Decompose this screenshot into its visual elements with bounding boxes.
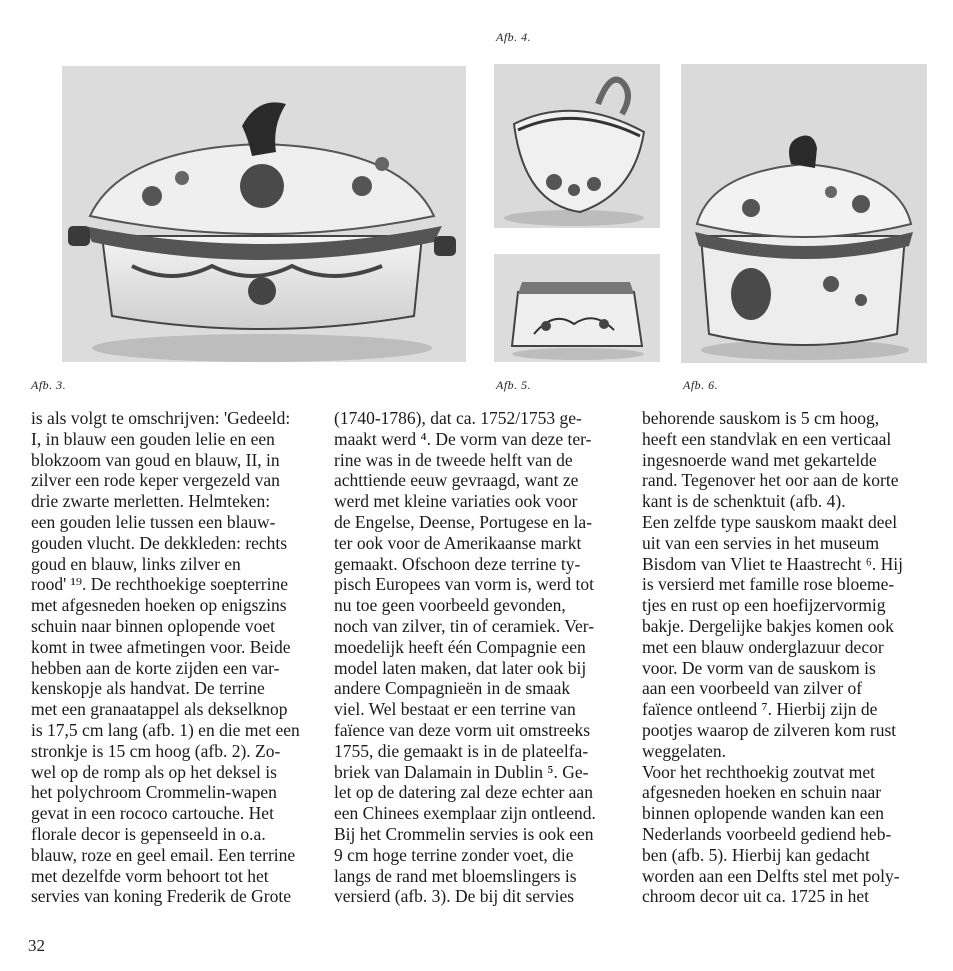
text-line: langs de rand met bloemslingers is	[334, 865, 577, 886]
text-line: rine was in de tweede helft van de	[334, 449, 573, 470]
text-line: Nederlands voorbeeld gediend heb-	[642, 823, 892, 844]
text-line: bakje. Dergelijke bakjes komen ook	[642, 615, 894, 636]
text-line: blokzoom van goud en blauw, II, in	[31, 449, 280, 470]
text-line: kant is de schenktuit (afb. 4).	[642, 491, 846, 512]
figure-afb4-caption: Afb. 4.	[496, 30, 532, 44]
text-line: het polychroom Crommelin-wapen	[31, 782, 277, 803]
text-column-middle	[334, 408, 626, 907]
text-line: noch van zilver, tin of ceramiek. Ver-	[334, 615, 595, 636]
text-line: 9 cm hoge terrine zonder voet, die	[334, 844, 574, 865]
text-line: faïence van deze vorm uit omstreeks	[334, 719, 591, 740]
text-line: aan een voorbeeld van zilver of	[642, 678, 863, 699]
text-line: briek van Dalamain in Dublin ⁵. Ge-	[334, 761, 589, 782]
text-line: (1740-1786), dat ca. 1752/1753 ge-	[334, 408, 582, 428]
text-line: kenskopje als handvat. De terrine	[31, 678, 265, 699]
text-line: florale decor is gepenseeld in o.a.	[31, 823, 266, 844]
text-line: afgesneden hoeken en schuin naar	[642, 782, 882, 803]
text-line: komt in twee afmetingen voor. Beide	[31, 636, 291, 657]
text-line: pisch Europees van vorm is, werd tot	[334, 574, 595, 595]
text-line: servies van koning Frederik de Grote	[31, 886, 291, 907]
text-line: ingesnoerde wand met gekartelde	[642, 449, 877, 470]
figure-afb3-photo	[62, 66, 466, 362]
text-line: gevat in een rococo cartouche. Het	[31, 803, 274, 824]
figure-afb6-caption: Afb. 6.	[683, 378, 719, 392]
text-line: tjes en rust op een hoefijzervormig	[642, 595, 886, 616]
text-line: is 17,5 cm lang (afb. 1) en die met een	[31, 719, 300, 740]
text-line: drie zwarte merletten. Helmteken:	[31, 491, 271, 512]
text-line: pootjes waarop de zilveren kom rust	[642, 719, 897, 740]
text-line: rand. Tegenover het oor aan de korte	[642, 470, 899, 491]
text-line: heeft een standvlak en een verticaal	[642, 428, 892, 449]
text-line: faïence ontleend ⁷. Hierbij zijn de	[642, 699, 878, 720]
text-line: Bij het Crommelin servies is ook een	[334, 823, 594, 844]
text-line: rood' ¹⁹. De rechthoekige soepterrine	[31, 574, 288, 595]
text-line: met een blauw onderglazuur decor	[642, 636, 884, 657]
text-line: Een zelfde type sauskom maakt deel	[642, 511, 898, 532]
text-line: versierd (afb. 3). De bij dit servies	[334, 886, 575, 907]
text-line: nu toe geen voorbeeld gevonden,	[334, 595, 566, 616]
text-column-right	[642, 408, 938, 907]
text-line: chroom decor uit ca. 1725 in het	[642, 886, 869, 907]
page-number: 32	[28, 936, 45, 955]
text-line: achttiende eeuw gevraagd, want ze	[334, 470, 579, 491]
text-line: uit van een servies in het museum	[642, 532, 880, 553]
figure-afb6-photo	[681, 64, 927, 363]
text-line: gouden vlucht. De dekkleden: rechts	[31, 532, 288, 553]
text-line: ben (afb. 5). Hierbij kan gedacht	[642, 844, 870, 865]
text-line: worden aan een Delfts stel met poly-	[642, 865, 900, 886]
text-column-left	[31, 408, 323, 907]
text-line: een gouden lelie tussen een blauw-	[31, 511, 276, 532]
text-line: voor. De vorm van de sauskom is	[642, 657, 876, 678]
text-line: viel. Wel bestaat er een terrine van	[334, 699, 576, 720]
text-line: wel op de romp als op het deksel is	[31, 761, 277, 782]
text-line: 1755, die gemaakt is in de plateelfa-	[334, 740, 589, 761]
text-line: gemaakt. Ofschoon deze terrine ty-	[334, 553, 581, 574]
text-line: weggelaten.	[642, 740, 727, 761]
text-line: moedelijk heeft één Compagnie een	[334, 636, 586, 657]
text-line: Bisdom van Vliet te Haastrecht ⁶. Hij	[642, 553, 903, 574]
figure-afb4-photo	[494, 64, 660, 228]
figure-afb5-photo	[494, 254, 660, 362]
text-line: de Engelse, Deense, Portugese en la-	[334, 511, 593, 532]
text-line: met een granaatappel als dekselknop	[31, 699, 288, 720]
text-line: met dezelfde vorm behoort tot het	[31, 865, 269, 886]
text-line: maakt werd ⁴. De vorm van deze ter-	[334, 428, 592, 449]
figure-afb5-caption: Afb. 5.	[496, 378, 532, 392]
text-line: werd met kleine variaties ook voor	[334, 491, 578, 512]
text-line: binnen oplopende wanden kan een	[642, 803, 885, 824]
text-line: behorende sauskom is 5 cm hoog,	[642, 408, 880, 428]
text-line: schuin naar binnen oplopende voet	[31, 615, 275, 636]
text-line: Voor het rechthoekig zoutvat met	[642, 761, 875, 782]
text-line: met afgesneden hoeken op enigszins	[31, 595, 287, 616]
text-line: een Chinees exemplaar zijn ontleend.	[334, 803, 596, 824]
text-line: hebben aan de korte zijden een var-	[31, 657, 280, 678]
text-line: model laten maken, dat later ook bij	[334, 657, 587, 678]
text-line: andere Compagnieën in de smaak	[334, 678, 571, 699]
text-line: let op de datering zal deze echter aan	[334, 782, 593, 803]
text-line: goud en blauw, links zilver en	[31, 553, 241, 574]
text-line: I, in blauw een gouden lelie en een	[31, 428, 275, 449]
text-line: is als volgt te omschrijven: 'Gedeeld:	[31, 408, 291, 428]
figure-afb3-caption: Afb. 3.	[31, 378, 67, 392]
text-line: blauw, roze en geel email. Een terrine	[31, 844, 296, 865]
text-line: stronkje is 15 cm hoog (afb. 2). Zo-	[31, 740, 281, 761]
text-line: zilver een rode keper vergezeld van	[31, 470, 280, 491]
text-line: ter ook voor de Amerikaanse markt	[334, 532, 582, 553]
text-line: is versierd met famille rose bloeme-	[642, 574, 895, 595]
